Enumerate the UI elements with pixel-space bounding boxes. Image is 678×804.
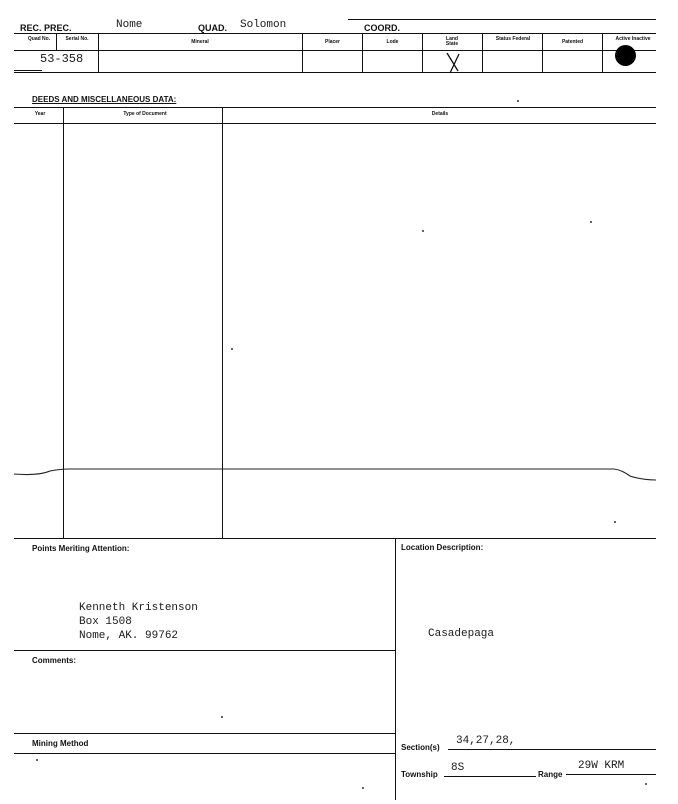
scan-speck (517, 100, 519, 102)
col-year: Year (34, 111, 46, 117)
location-label: Location Description: (401, 543, 484, 552)
col-divider (602, 34, 603, 72)
claim-row-bottom (14, 72, 656, 73)
location-value: Casadepaga (428, 628, 495, 640)
deeds-section-title: DEEDS AND MISCELLANEOUS DATA: (32, 95, 177, 104)
deeds-bottom-rule (14, 538, 656, 539)
comments-label: Comments: (32, 656, 77, 665)
scan-speck (231, 348, 233, 350)
rec-prec-value: Nome (116, 19, 143, 31)
section-value: 34,27,28, (456, 735, 516, 747)
header-rule-top (348, 19, 656, 20)
range-value: 29W KRM (578, 760, 625, 772)
col-divider (482, 34, 483, 72)
col-serial-no: Serial No. (65, 36, 89, 42)
col-placer: Placer (324, 39, 340, 45)
col-patented: Patented (561, 39, 584, 45)
coord-label: COORD. (364, 23, 400, 33)
scan-speck (422, 230, 424, 232)
col-divider (422, 34, 423, 72)
col-quad-no: Quad No. (27, 36, 51, 42)
scan-speck (221, 716, 223, 718)
comments-top-rule (14, 650, 395, 651)
col-land-state: Land State (445, 36, 459, 47)
points-line-2: Box 1508 (79, 616, 132, 628)
col-divider (98, 34, 99, 72)
scan-speck (645, 783, 647, 785)
claim-header-bottom (14, 50, 656, 51)
rec-prec-label: REC. PREC. (20, 23, 72, 33)
active-status-dot (615, 45, 636, 66)
land-state-x-mark (444, 51, 462, 75)
col-mineral: Mineral (191, 39, 209, 45)
scan-speck (362, 787, 364, 789)
col-lode: Lode (386, 39, 399, 45)
section-label: Section(s) (401, 743, 440, 752)
quad-underline (14, 70, 42, 71)
col-status-federal: Status Federal (495, 36, 531, 42)
deeds-header-rule (14, 123, 656, 124)
col-divider (362, 34, 363, 72)
quad-serial-value: 53-358 (40, 52, 84, 66)
points-line-3: Nome, AK. 99762 (79, 630, 179, 642)
col-details: Details (431, 111, 449, 117)
points-label: Points Meriting Attention: (32, 544, 130, 553)
section-underline (448, 749, 656, 750)
col-active: Active Inactive (615, 36, 651, 42)
quad-value: Solomon (240, 19, 287, 31)
quad-label: QUAD. (198, 23, 227, 33)
bottom-center-divider (395, 538, 396, 800)
mining-top-rule (14, 733, 395, 734)
col-divider (302, 34, 303, 72)
mining-method-label: Mining Method (32, 739, 89, 748)
township-label: Township (401, 770, 438, 779)
township-underline (444, 776, 536, 777)
scan-speck (614, 521, 616, 523)
col-type-of-document: Type of Document (123, 111, 167, 117)
township-value: 8S (451, 762, 465, 774)
scan-speck (590, 221, 592, 223)
page-fold-line (10, 462, 660, 484)
header-rule (14, 33, 656, 34)
col-divider (56, 34, 57, 50)
scan-speck (36, 759, 38, 761)
col-divider (542, 34, 543, 72)
range-label: Range (538, 770, 563, 779)
deeds-top-rule (14, 107, 656, 108)
mining-bottom-rule (14, 753, 395, 754)
range-underline (566, 774, 656, 775)
points-line-1: Kenneth Kristenson (79, 602, 198, 614)
